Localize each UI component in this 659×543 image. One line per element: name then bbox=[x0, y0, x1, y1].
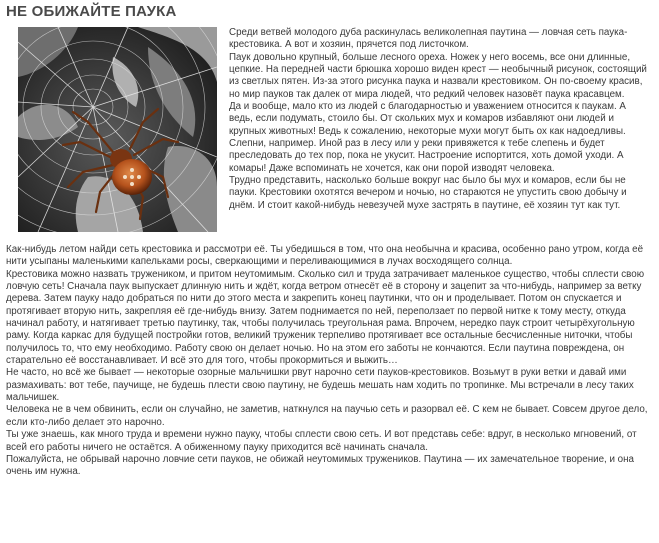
paragraph: Паук довольно крупный, больше лесного ореха. Ножек у него восемь, все они длинные, цепкие. На передней части брюшка хорошо виден крест — необычный рисунок, состоящий из светлых пятен. Из-за этого рисунка паука и назвали крестовиком. Он по-своему красив, но мир пауков так далек от мира людей, что редкий человек назовёт паука красавцем. bbox=[229, 51, 647, 100]
paragraph: Трудно представить, насколько больше вокруг нас было бы мух и комаров, если бы не пауки. Крестовики охотятся вечером и ночью, но стараются не упустить свою добычу и днём. И стоит какой-нибудь невезучей мухе застрять в паутине, её хозяин тут как тут. bbox=[229, 175, 627, 211]
paragraph: Среди ветвей молодого дуба раскинулась великолепная паутина — ловчая сеть паука-крестовика. А вот и хозяин, прячется под листочком. bbox=[229, 27, 628, 51]
article-text-right-column bbox=[229, 27, 650, 212]
paragraph: Пожалуйста, не обрывай нарочно ловчие сети пауков, не обижай неутомимых тружеников. Паутина — их замечательное творение, и она очень им нужна. bbox=[6, 453, 634, 478]
article-text-full-width bbox=[6, 244, 650, 479]
paragraph: Человека не в чем обвинить, если он случайно, не заметив, наткнулся на паучью сеть и разорвал её. С кем не бывает. Совсем другое дело, если кто-либо делает это нарочно. bbox=[6, 404, 648, 428]
paragraph: Не часто, но всё же бывает — некоторые озорные мальчишки рвут нарочно сети пауков-крестовиков. Возьмут в руки ветки и давай ими размахивать: вот тебе, паучище, не будешь плести свою паутину, не будешь мешать нам ходить по тропинке. Мы встречали в лесу таких мальчишек. bbox=[6, 367, 634, 404]
paragraph: Как-нибудь летом найди сеть крестовика и рассмотри её. Ты убедишься в том, что она необычна и красива, особенно рано утром, когда её нити усыпаны маленькими капельками росы, сверкающими и переливающимися в лучах восходящего солнца. bbox=[6, 244, 644, 268]
paragraph: Крестовика можно назвать тружеником, и притом неутомимым. Сколько сил и труда затрачивает маленькое существо, чтобы сплести свою ловчую сеть! Сначала паук выпускает длинную нить и ждёт, когда ветром отнесёт её в сторону и зацепит за что-нибудь, например за ветку дерева. Затем пауку надо добраться по нити до этого места и закрепить конец паутинки, что он и проделывает. Потом он спускается и протягивает вторую нить, закрепляя её где-нибудь внизу. Затем поднимается по ней, переползает по первой нитке к тому месту, откуда начинал работу, и натягивает третью паутинку, так, чтобы получилась треугольная рама. Впрочем, нередко паук строит четырёхугольную раму. Когда каркас для будущей постройки готов, великий труженик терпеливо протягивает все остальные бесчисленные ниточки, чтобы получилось то, что ему необходимо. Работу свою он делает ночью. Но на этом его заботы не кончаются. Если паутина повреждена, он старательно её восстанавливает. И всё это для того, чтобы прокормиться и выжить… bbox=[6, 268, 645, 367]
paragraph: Да и вообще, мало кто из людей с благодарностью и уважением относится к паукам. А ведь, если подумать, стоило бы. От скольких мух и комаров избавляют они людей и крупных животных! Ведь к сожалению, некоторые мухи могут быть ох как надоедливы. Слепни, например. Иной раз в лесу или у реки привяжется к тебе слепень и будет преследовать до тех пор, пока не укусит. Настроение испортится, хоть домой уходи. А комары! Даже вспоминать не хочется, как они порой изводят человека. bbox=[229, 101, 626, 174]
spider-photo bbox=[18, 27, 217, 232]
paragraph: Ты уже знаешь, как много труда и времени нужно пауку, чтобы сплести свою сеть. И вот представь себе: вдруг, в несколько мгновений, от всей его работы ничего не остаётся. А обиженному пауку приходится всё начинать сначала. bbox=[6, 429, 637, 453]
spider-on-web-icon bbox=[18, 27, 217, 232]
article-title: НЕ ОБИЖАЙТЕ ПАУКА bbox=[6, 3, 177, 20]
